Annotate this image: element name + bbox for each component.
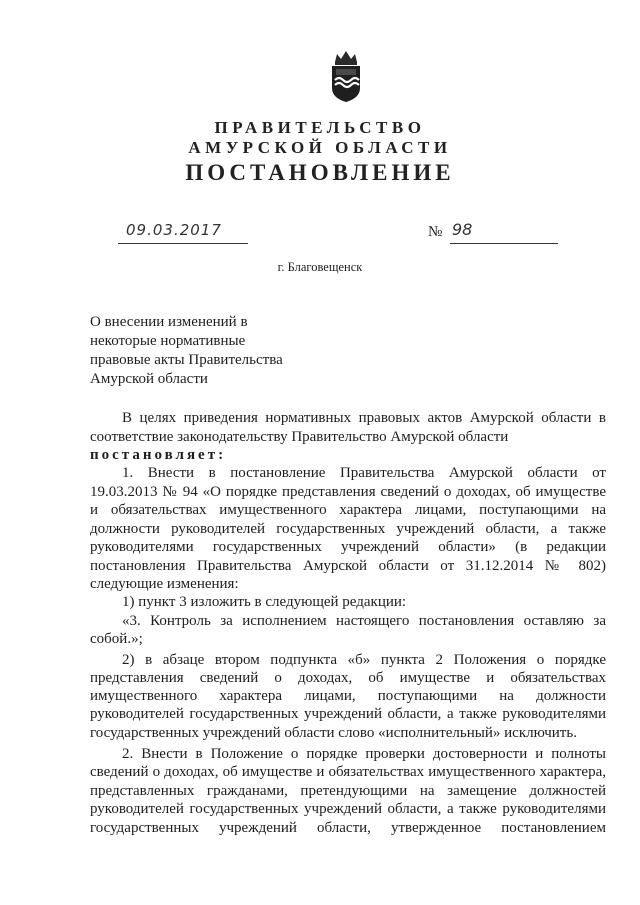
body-line: постановления Правительства Амурской области от 31.12.2014 № 802) (90, 558, 606, 574)
date-field (118, 223, 248, 244)
body-line: В целях приведения нормативных правовых актов Амурской области в (122, 410, 606, 426)
body-line: 1) пункт 3 изложить в следующей редакции: (122, 594, 407, 610)
body-line: 2. Внести в Положение о порядке проверки достоверности и полноты (122, 746, 606, 762)
body-line: государственных учреждений области слово «исполнительный» исключить. (90, 725, 577, 741)
body-line: следующие изменения: (90, 576, 239, 592)
body-line: собой.»; (90, 631, 143, 647)
body-line: руководителей государственных учреждений области, а также руководителями (90, 801, 606, 817)
city-line: г. Благовещенск (277, 260, 363, 274)
body-line: постановляет: (90, 447, 227, 463)
body-line: руководителей государственных учреждений области, а также руководителями (90, 706, 606, 722)
number-field (450, 220, 558, 244)
body-line: имущественного характера лицами, поступающими на должности (90, 688, 606, 704)
subject-line: О внесении изменений в (90, 314, 248, 330)
subject-line: некоторые нормативные (90, 333, 246, 349)
body-line: «3. Контроль за исполнением настоящего постановления оставляю за (122, 613, 606, 629)
handwritten-number: 98 (452, 220, 473, 239)
body-line: сведений о доходах, об имуществе и обязательствах имущественного характера, (90, 764, 606, 780)
body-line: соответствие законодательству Правительство Амурской области (90, 429, 509, 445)
body-line: и обязательствах имущественного характера лицами, поступающими на (90, 502, 606, 518)
body-line: 19.03.2013 № 94 «О порядке представления сведений о доходах, об имуществе (90, 484, 606, 500)
number-label: № (428, 224, 443, 240)
body-line: 2) в абзаце втором подпункта «б» пункта 2 Положения о порядке (122, 652, 606, 668)
body-line: руководителями государственных учреждений области» (в редакции (90, 539, 606, 555)
body-line: 1. Внести в постановление Правительства Амурской области от (122, 465, 606, 481)
subject-line: Амурской области (90, 371, 208, 387)
body-line: представленных гражданами, претендующими на замещение должностей (90, 783, 606, 799)
document-type-title: ПОСТАНОВЛЕНИЕ (185, 160, 455, 185)
subject-block (90, 313, 283, 389)
body-line: представления сведений о доходах, об имуществе и обязательствах (90, 670, 606, 686)
handwritten-date: 09.03.2017 (126, 221, 222, 239)
subject-line: правовые акты Правительства (90, 352, 283, 368)
government-title: ПРАВИТЕЛЬСТВО (214, 118, 426, 137)
amur-oblast-coat-of-arms-icon (327, 48, 365, 104)
body-line: должности руководителей государственных учреждений области, а также (90, 521, 606, 537)
body-line: государственных учреждений области, утвержденное постановлением (90, 820, 606, 836)
region-title: АМУРСКОЙ ОБЛАСТИ (188, 138, 452, 157)
